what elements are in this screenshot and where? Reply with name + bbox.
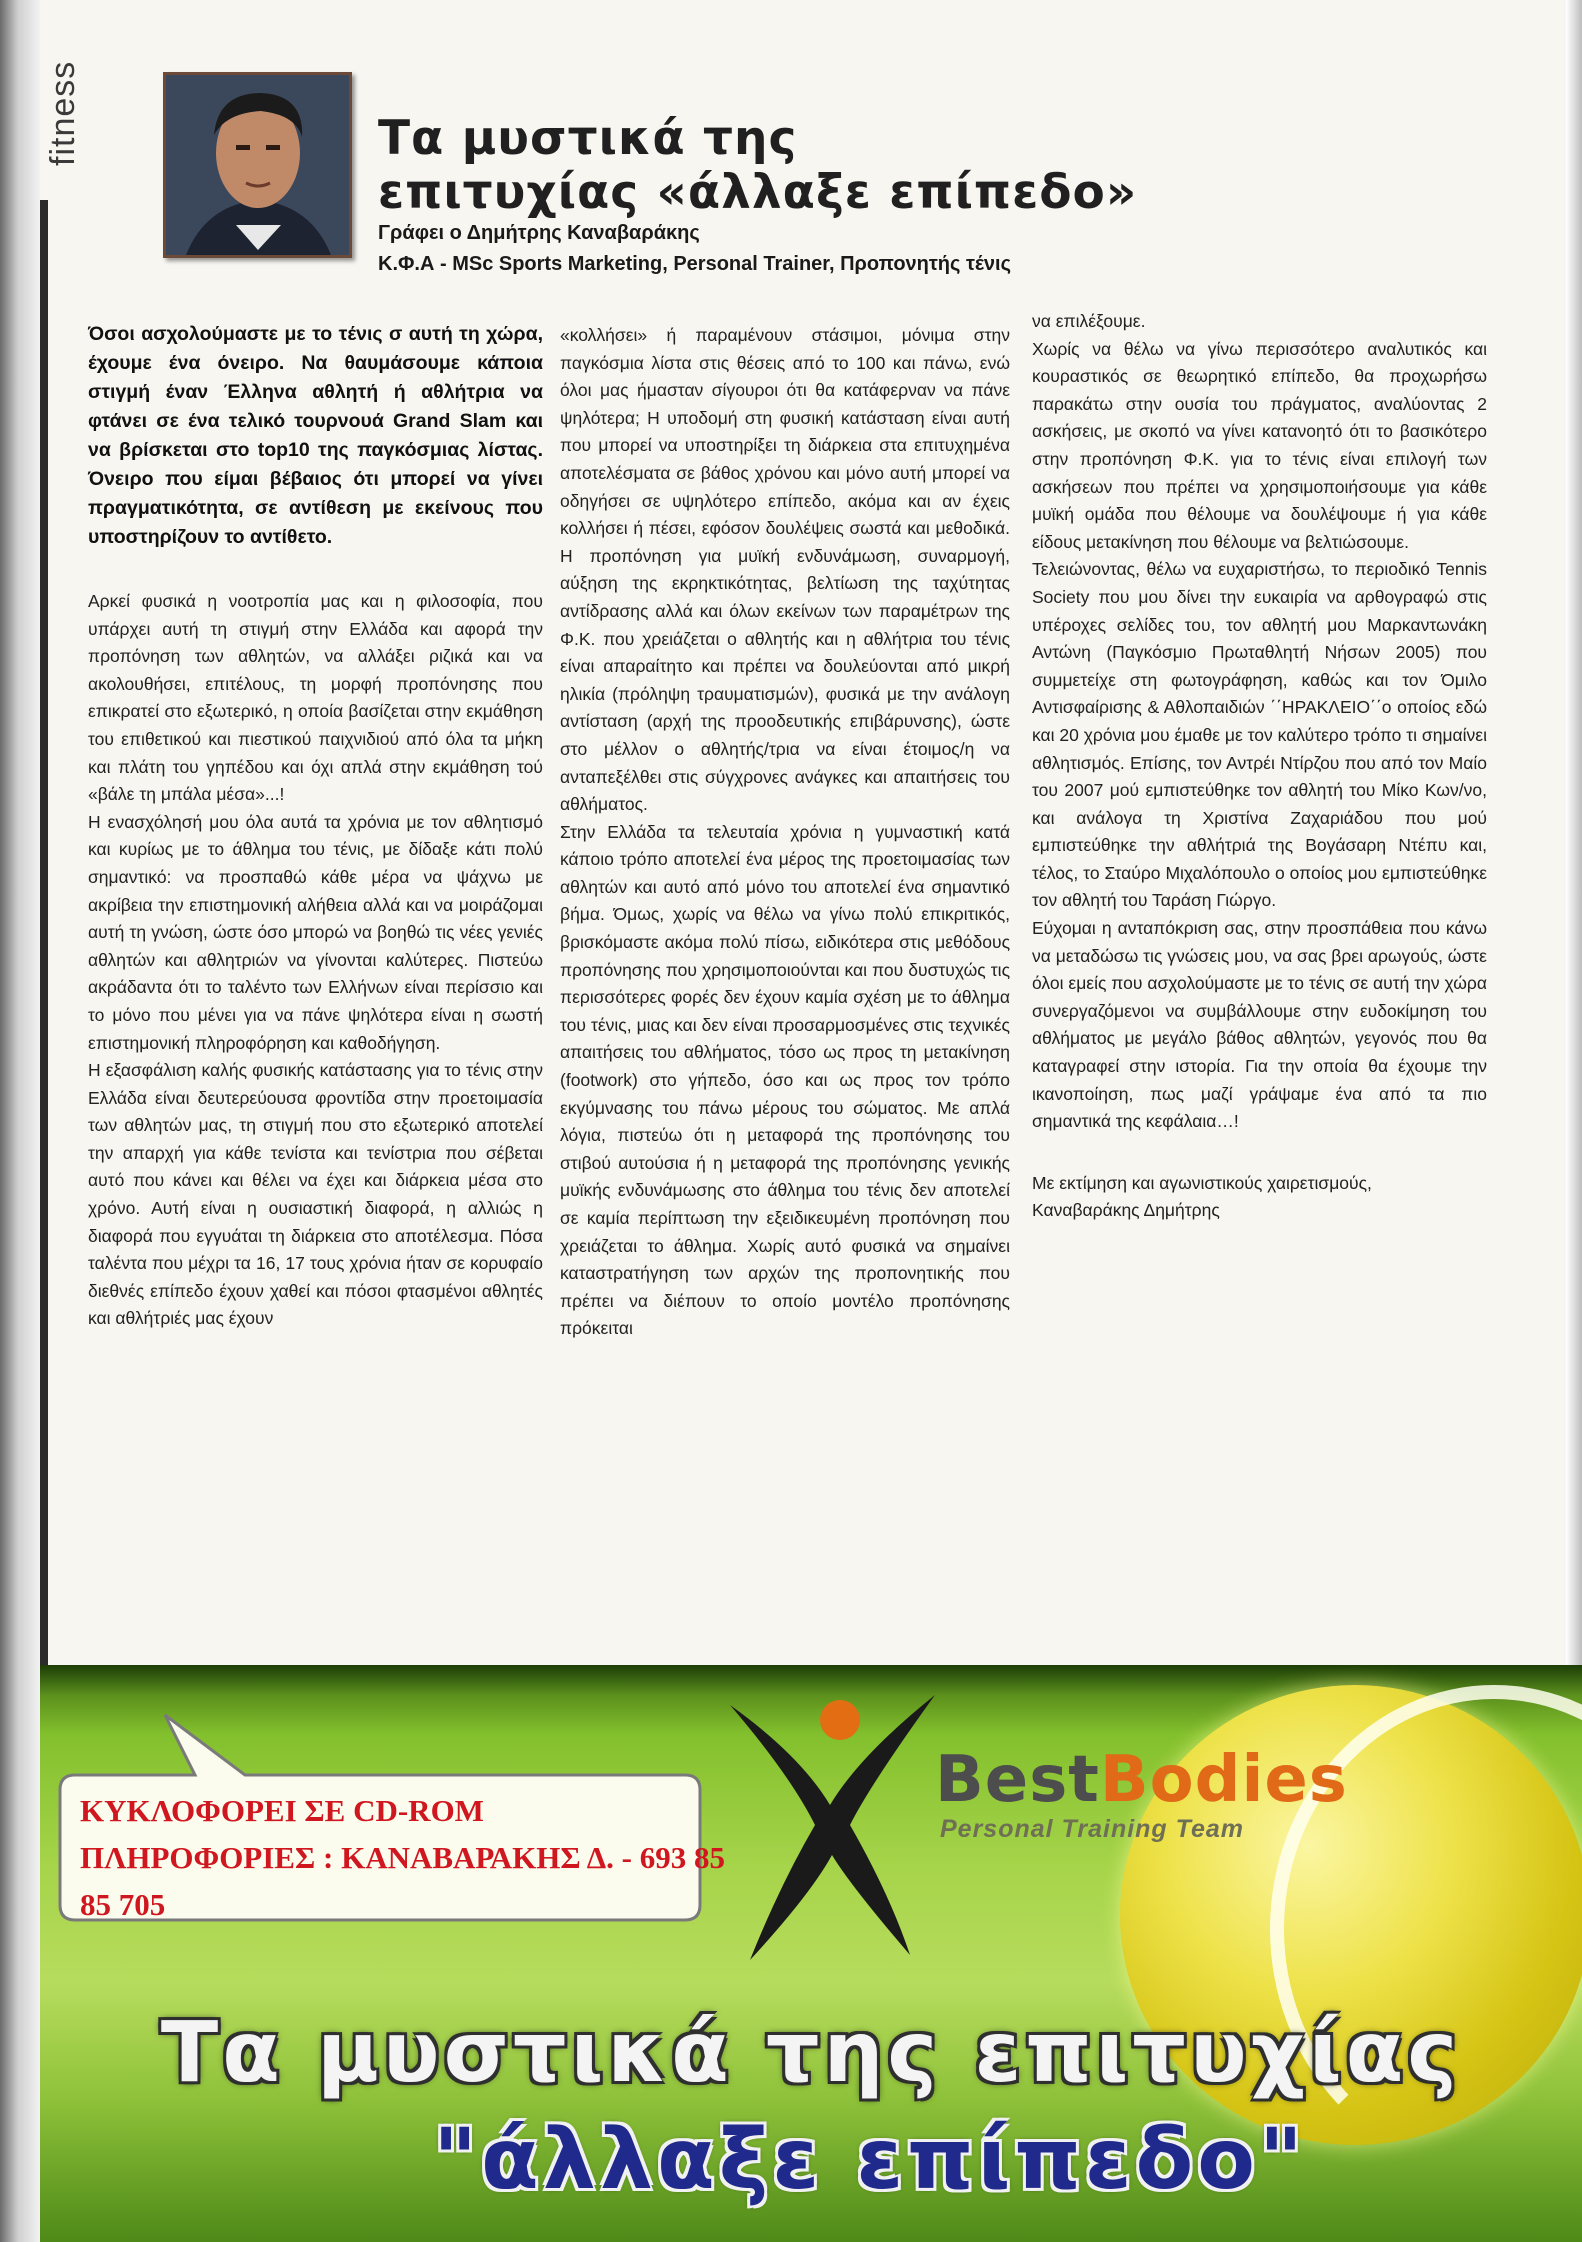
- sign-off: Με εκτίμηση και αγωνιστικούς χαιρετισμούς,: [1032, 1172, 1372, 1193]
- bubble-text: [80, 1787, 730, 1928]
- body-paragraph: Η εξασφάλιση καλής φυσικής κατάστασης για το τένις στην Ελλάδα είναι δευτερεύουσα φροντίδα στην προετοιμασία των αθλητών μας, τη στιγμή που στο εξωτερικό αποτελεί την απαρχή για κάθε τενίστα και τενίστρια που σέβεται αυτό που κάνει και θέλει να έχει και διάρκεια μέσα στο χρόνο. Αυτή είναι η ουσιαστική διαφορά, η αλλιώς η διαφορά που εγγυάται τη διάρκεια στο αποτέλεσμα. Πόσα ταλέντα που μέχρι τα 16, 17 τους χρόνια ήταν σε κορυφαίο διεθνές επίπεδο έχουν χαθεί και πόσοι φτασμένοι αθλητές και αθλήτριές μας έχουν: [88, 1060, 543, 1329]
- author-photo: [163, 72, 352, 258]
- author-portrait-image: [166, 75, 349, 255]
- brand-name-part1: Best: [935, 1743, 1100, 1817]
- brand-name-part2: Bodies: [1099, 1743, 1348, 1817]
- slogan-line-1: Τα μυστικά της επιτυχίας: [160, 2003, 1462, 2101]
- brand-logo-text: [935, 1743, 1348, 1817]
- title-line-2: επιτυχίας «άλλαξε επίπεδο»: [378, 165, 1138, 220]
- signature: Καναβαράκης Δημήτρης: [1032, 1200, 1220, 1221]
- body-paragraph: Χωρίς να θέλω να γίνω περισσότερο αναλυτικός και κουραστικός σε θεωρητικό επίπεδο, θα προχωρήσω παρακάτω στην ουσία του πράγματος, αναλύοντας 2 ασκήσεις, με σκοπό να γίνει κατανοητό ότι το βασικότερο στην προπόνηση Φ.Κ. για το τένις είναι επιλογή των ασκήσεων που πρέπει να χρησιμοποιήσουμε για κάθε μυϊκή ομάδα που θέλουμε να δουλέψουμε ή για κάθε είδους μετακίνηση που θέλουμε να βελτιώσουμε.: [1032, 338, 1487, 552]
- section-label: fitness: [44, 60, 82, 166]
- bestbodies-logo-icon: [710, 1665, 960, 1965]
- article-column-3: [1032, 308, 1487, 1225]
- title-line-1: Τα μυστικά της: [378, 111, 798, 166]
- byline: Γράφει ο Δημήτρης Καναβαράκης: [378, 222, 700, 244]
- slogan-line-2: "άλλαξε επίπεδο": [433, 2110, 1307, 2208]
- scan-right-edge: [1566, 0, 1582, 1680]
- brand-tagline: Personal Training Team: [940, 1815, 1245, 1843]
- lead-paragraph: Όσοι ασχολούμαστε με το τένις σ αυτή τη χώρα, έχουμε ένα όνειρο. Να θαυμάσουμε κάποια στιγμή έναν Έλληνα αθλητή ή αθλήτρια να φτάνει σε ένα τελικό τουρνουά Grand Slam και να βρίσκεται στο top10 της παγκόσμιας λίστας. Όνειρο που είμαι βέβαιος ότι μπορεί να γίνει πραγματικότητα, σε αντίθεση με εκείνους που υποστηρίζουν το αντίθετο.: [88, 323, 543, 548]
- article-column-2: [560, 322, 1010, 1343]
- body-paragraph: Εύχομαι η ανταπόκριση σας, στην προσπάθεια που κάνω να μεταδώσω τις γνώσεις μου, να σας βρει αρωγούς, ώστε όλοι εμείς που ασχολούμαστε με το τένις σε αυτή την χώρα συνεργαζόμενοι να συμβάλλουμε στην ευδοκίμηση του αθλήματος με μεγάλο βάθος αθλητών, γεγονός που θα καταγραφεί στην ιστορία. Για την οποία θα έχουμε την ικανοποίηση, πως μαζί γράψαμε ένα από τα πιο σημαντικά της κεφάλαια…!: [1032, 918, 1487, 1132]
- contact-info: ΠΛΗΡΟΦΟΡΙΕΣ : ΚΑΝΑΒΑΡΑΚΗΣ Δ. - 693 85 85 705: [80, 1840, 725, 1922]
- article-title: [378, 112, 1178, 220]
- cd-rom-notice: ΚΥΚΛΟΦΟΡΕΙ ΣΕ CD-ROM: [80, 1793, 484, 1828]
- article-column-1: [88, 320, 543, 1333]
- body-paragraph: να επιλέξουμε.: [1032, 311, 1146, 331]
- scan-binding-edge: [0, 0, 40, 2242]
- section-rule: [40, 200, 48, 1670]
- body-paragraph: Τελειώνοντας, θέλω να ευχαριστήσω, το περιοδικό Tennis Society που μου δίνει την ευκαιρία να αρθογραφώ στις υπέροχες σελίδες του, τον αθλητή μου Μαρκαντωνάκη Αντώνη (Παγκόσμιο Πρωταθλητή Νήσων 2005) που συμμετείχε στη φωτογράφηση, καθώς και τον Όμιλο Αντισφαίρισης & Αθλοπαιδιών ΄΄ΗΡΑΚΛΕΙΟ΄΄ο οποίος εδώ και 20 χρόνια μου έμαθε με τον καλύτερο τρόπο τι σημαίνει αθλητισμός. Επίσης, τον Αντρέι Ντίρζου που από τον Μαίο του 2007 μού εμπιστεύθηκε τον αθλητή του Μίκο Κων/νο, και ανάλογα τη Χριστίνα Ζαχαριάδου που μού εμπιστεύθηκε την αθλήτριά της Βογάσαρη Ντέπυ και, τέλος, το Σταύρο Μιχαλόπουλο ο οποίος μου εμπιστεύθηκε τον αθλητή του Ταράση Γιώργο.: [1032, 559, 1487, 911]
- advertisement-banner: [40, 1665, 1582, 2242]
- body-paragraph: Η ενασχόλησή μου όλα αυτά τα χρόνια με τον αθλητισμό και κυρίως με το άθλημα του τένις, με δίδαξε κάτι πολύ σημαντικό: να προσπαθώ κάθε μέρα να ψάχνω με ακρίβεια την επιστημονική αλήθεια αλλά και να μοιράζομαι αυτή τη γνώση, ώστε όσο μπορώ να βοηθώ τις νέες γενιές αθλητών και αθλητριών να γίνονται καλύτερες. Πιστεύω ακράδαντα ότι το ταλέντο των Ελλήνων είναι περίσσιο και το μόνο που μένει για να πάνε ψηλότερα είναι η σωστή επιστημονική πληροφόρηση και καθοδήγηση.: [88, 811, 543, 1053]
- body-paragraph: Αρκεί φυσικά η νοοτροπία μας και η φιλοσοφία, που υπάρχει αυτή τη στιγμή στην Ελλάδα και αφορά την προπόνηση των αθλητών, να αλλάξει ριζικά και να ακολουθήσει, επιτέλους, τη μορφή προπόνησης που επικρατεί στο εξωτερικό, η οποία βασίζεται στην εκμάθηση του επιθετικού και πιεστικού παιχνιδιού από όλα τα μήκη και πλάτη του γηπέδου και όχι απλά στην εκμάθηση τού «βάλε τη μπάλα μέσα»...!: [88, 591, 543, 805]
- body-paragraph: Στην Ελλάδα τα τελευταία χρόνια η γυμναστική κατά κάποιο τρόπο αποτελεί ένα μέρος της προετοιμασίας των αθλητών και αυτό από μόνο του αποτελεί ένα σημαντικό βήμα. Όμως, χωρίς να θέλω να γίνω πολύ επικριτικός, βρισκόμαστε ακόμα πολύ πίσω, ειδικότερα στις μεθόδους προπόνησης που χρησιμοποιούνται και που δυστυχώς τις περισσότερες φορές δεν έχουν καμία σχέση με το άθλημα του τένις, μιας και δεν είναι προσαρμοσμένες στις τεχνικές απαιτήσεις του αθλήματος, τόσο ως προς τη μετακίνηση (footwork) στο γήπεδο, όσο και ως προς τον τρόπο εκγύμνασης του πάνω μέρους του σώματος. Με απλά λόγια, πιστεύω ότι η μεταφορά της προπόνησης του στιβού αυτούσια ή η μεταφορά της προπόνησης γενικής μυϊκής ενδυνάμωσης στο άθλημα του τένις δεν αποτελεί σε καμία περίπτωση την εξειδικευμένη προπόνηση που χρειάζεται το άθλημα. Χωρίς αυτό φυσικά να σημαίνει καταστρατήγηση των αρχών της προπονητικής που πρέπει να διέπουν το οποίο μοντέλο προπόνησης πρόκειται: [560, 821, 1010, 1339]
- body-paragraph: «κολλήσει» ή παραμένουν στάσιμοι, μόνιμα στην παγκόσμια λίστα στις θέσεις από το 100 και πάνω, ενώ όλοι μας ήμασταν σίγουροι ότι θα κατάφερναν να πάνε ψηλότερα; Η υποδομή στη φυσική κατάσταση είναι αυτή που μπορεί να υποστηρίξει τη διάρκεια στα επιτυχημένα αποτελέσματα σε βάθος χρόνου και μόνο αυτή μπορεί να οδηγήσει σε υψηλότερο επίπεδο, ακόμα και αν έχεις κολλήσει ή πέσει, εφόσον δουλέψεις σωστά και μεθοδικά. Η προπόνηση για μυϊκή ενδυνάμωση, συναρμογή, αύξηση της εκρηκτικότητας, βελτίωση της ταχύτητας αντίδρασης αλλά και όλων εκείνων των παραμέτρων της Φ.Κ. που χρειάζεται ο αθλητής και η αθλήτρια του τένις είναι απαραίτητο και πρέπει να δουλεύονται από μικρή ηλικία (πρόληψη τραυματισμών), φυσικά με την ανάλογη αντίσταση (αρχή της προοδευτικής επιβάρυνσης), ώστε στο μέλλον ο αθλητής/τρια να είναι έτοιμος/η να ανταπεξέλθει στις σύγχρονες ανάγκες και απαιτήσεις του αθλήματος.: [560, 325, 1010, 815]
- author-credentials: Κ.Φ.Α - MSc Sports Marketing, Personal Trainer, Προπονητής τένις: [378, 253, 1012, 275]
